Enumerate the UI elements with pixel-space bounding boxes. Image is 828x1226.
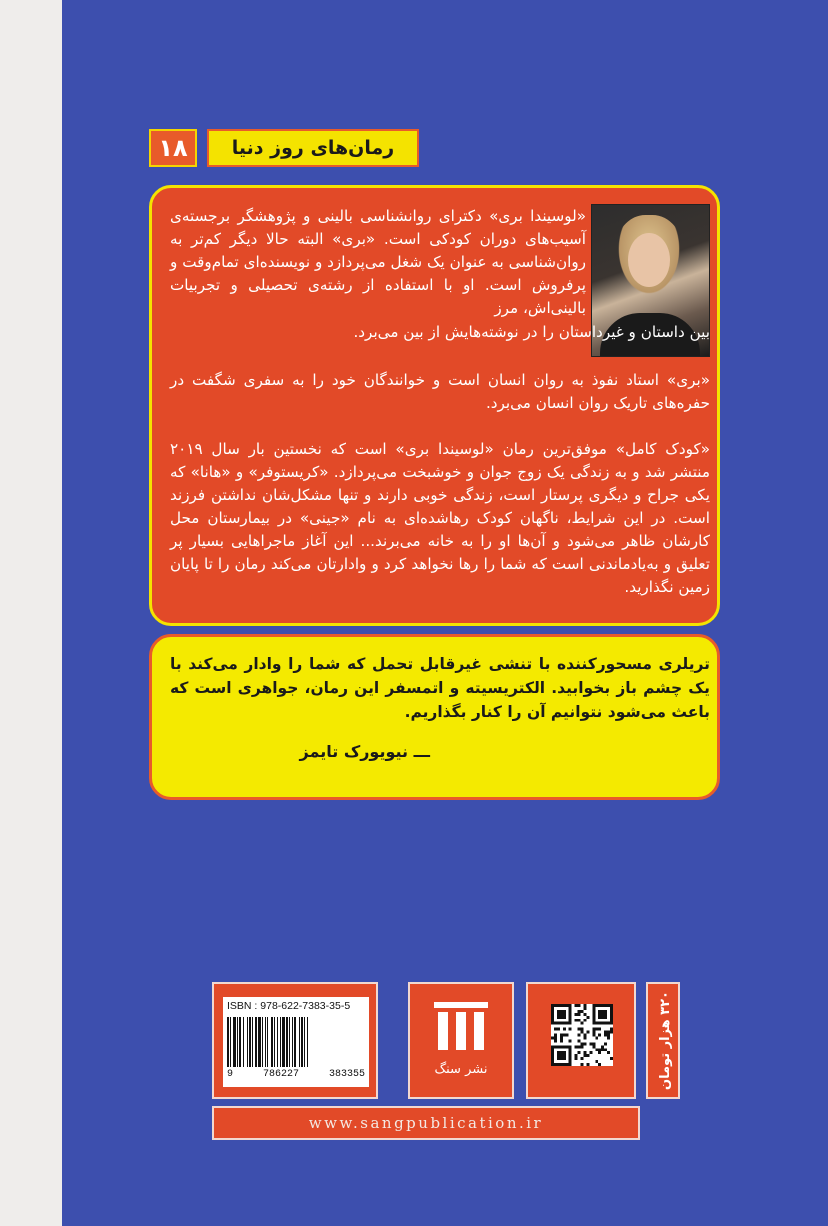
publisher-logo-icon [430,1000,492,1052]
barcode-digits-left: 9 [227,1069,234,1080]
barcode-icon [227,1017,365,1067]
bio-paragraph-intro: «لوسیندا بری» دکترای روانشناسی بالینی و پژوهشگر برجسته‌ی آسیب‌های دوران کودکی است. «بری» البته حالا دیگر کم‌تر به روان‌شناسی به عنوان یک شغل می‌پردازد و نویسنده‌ای تمام‌وقت و پرفروش است. او با استفاده از رشته‌ی تحصیلی و تجربیات بالینی‌اش، مرز [170,207,586,317]
series-title-label: رمان‌های روز دنیا [207,129,419,167]
publisher-name: نشر سنگ [434,1062,488,1077]
review-quote-text: تریلری مسحورکننده با تنشی غیرقابل تحمل که شما را وادار می‌کند با یک چشم باز بخوابید. الکتریسیته و اتمسفر این رمان، جواهری است که باعث می‌شود نتوانیم آن را کنار بگذاریم. [170,655,710,721]
price-panel [646,982,680,1099]
barcode-digits-right: 383355 [328,1069,365,1080]
bio-paragraph-style: «بری» استاد نفوذ به روان انسان است و خوانندگان خود را به سفری شگفت در حفره‌های تاریک روان انسان می‌برد. [170,371,710,412]
series-number-badge: ۱۸ [149,129,197,167]
author-face [628,233,670,287]
barcode-digits [227,1069,365,1080]
barcode-label [223,997,369,1087]
review-quote-source: ـــ نیویورک تایمز [299,742,430,761]
barcode-panel [212,982,378,1099]
bio-paragraph-synopsis: «کودک کامل» موفق‌ترین رمان «لوسیندا بری» است که نخستین بار سال ۲۰۱۹ منتشر شد و به زندگی یک زوج جوان و خوشبخت می‌پردازد. «کریستوفر» و «هانا» که یکی جراح و دیگری پرستار است، زندگی خوبی دارند و تنها مشکل‌شان نداشتن فرزند است. در این شرایط، ناگهان کودک رهاشده‌ای به نام «جینی» در بیمارستان محل کارشان ظاهر می‌شود و آن‌ها او را به خانه می‌برند... این آغاز ماجراهایی بسیار پر تعلیق و به‌یادماندنی است که شما را رها نخواهد کرد و وادارتان می‌کند رمان را تا پایان زمین نگذارید. [170,440,710,596]
price-label: ۳۲۰ هزار تومان [657,991,673,1090]
bio-paragraph-intro-end: بین داستان و غیرداستان را در نوشته‌هایش از بین می‌برد. [353,323,710,341]
isbn-text: ISBN : 978-622-7383-35-5 [227,1000,351,1012]
publisher-website: www.sangpublication.ir [212,1106,640,1140]
barcode-digits-mid: 786227 [262,1069,299,1080]
cover-edge [0,0,62,1226]
qr-code-icon [551,1004,613,1066]
